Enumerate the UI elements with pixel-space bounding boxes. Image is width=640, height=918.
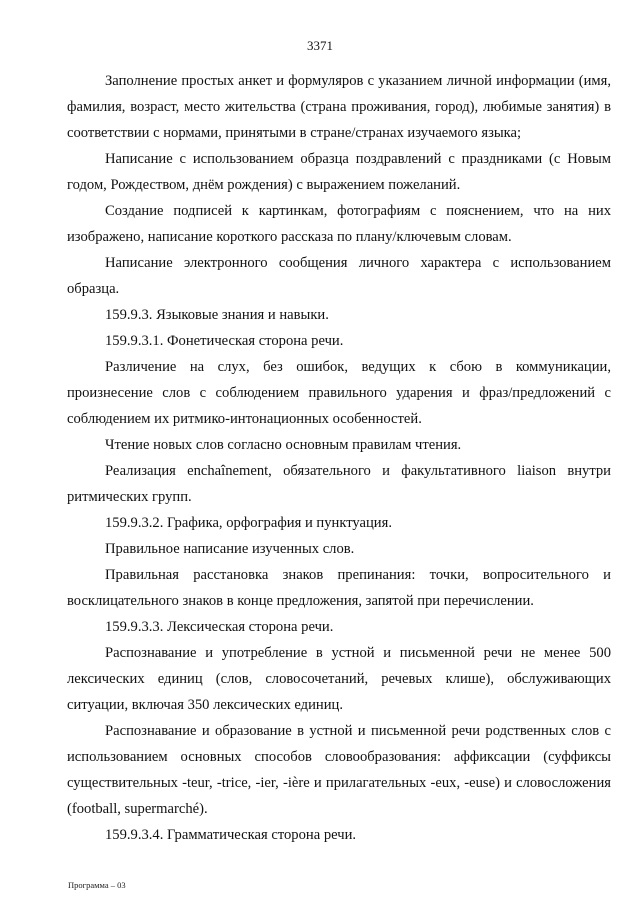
paragraph-forms: Заполнение простых анкет и формуляров с указанием личной информации (имя, фамилия, возраст, место жительства (страна проживания, город), любимые занятия) в соответствии с нормами, принятыми в стране/странах изучаемого языка; <box>67 73 611 141</box>
paragraph-listening: Различение на слух, без ошибок, ведущих к сбою в коммуникации, произнесение слов с соблюдением правильного ударения и фраз/предложений с соблюдением их ритмико-интонационных особенностей. <box>67 359 611 427</box>
paragraph-email: Написание электронного сообщения личного характера с использованием образца. <box>67 255 611 297</box>
section-heading-orthography: 159.9.3.2. Графика, орфография и пунктуация. <box>105 515 392 531</box>
page-number: 3371 <box>307 38 333 53</box>
paragraph-lexical-units: Распознавание и употребление в устной и письменной речи не менее 500 лексических единиц (слов, словосочетаний, речевых клише), обслуживающих ситуации, включая 350 лексических единиц. <box>67 645 611 713</box>
paragraph-reading-rules: Чтение новых слов согласно основным правилам чтения. <box>105 437 462 453</box>
section-heading-grammar: 159.9.3.4. Грамматическая сторона речи. <box>105 827 357 843</box>
section-heading-lexis: 159.9.3.3. Лексическая сторона речи. <box>105 619 334 635</box>
paragraph-liaison: Реализация enchaînement, обязательного и факультативного liaison внутри ритмических групп. <box>67 463 611 505</box>
section-heading-language-skills: 159.9.3. Языковые знания и навыки. <box>105 307 329 323</box>
paragraph-captions: Создание подписей к картинкам, фотографиям с пояснением, что на них изображено, написание короткого рассказа по плану/ключевым словам. <box>67 203 611 245</box>
paragraph-word-formation: Распознавание и образование в устной и письменной речи родственных слов с использованием основных способов словообразования: аффиксации (суффиксы существительных -teur, -trice, -ier, -ière и прилагательных -eux, -euse) и словосложения (football, supermarché). <box>67 723 611 817</box>
document-body <box>67 68 611 848</box>
paragraph-greetings: Написание с использованием образца поздравлений с праздниками (с Новым годом, Рождеством, днём рождения) с выражением пожеланий. <box>67 151 611 193</box>
paragraph-punctuation: Правильная расстановка знаков препинания: точки, вопросительного и восклицательного знаков в конце предложения, запятой при перечислении. <box>67 567 611 609</box>
paragraph-spelling: Правильное написание изученных слов. <box>105 541 355 557</box>
footer-label: Программа – 03 <box>68 880 126 890</box>
section-heading-phonetics: 159.9.3.1. Фонетическая сторона речи. <box>105 333 344 349</box>
